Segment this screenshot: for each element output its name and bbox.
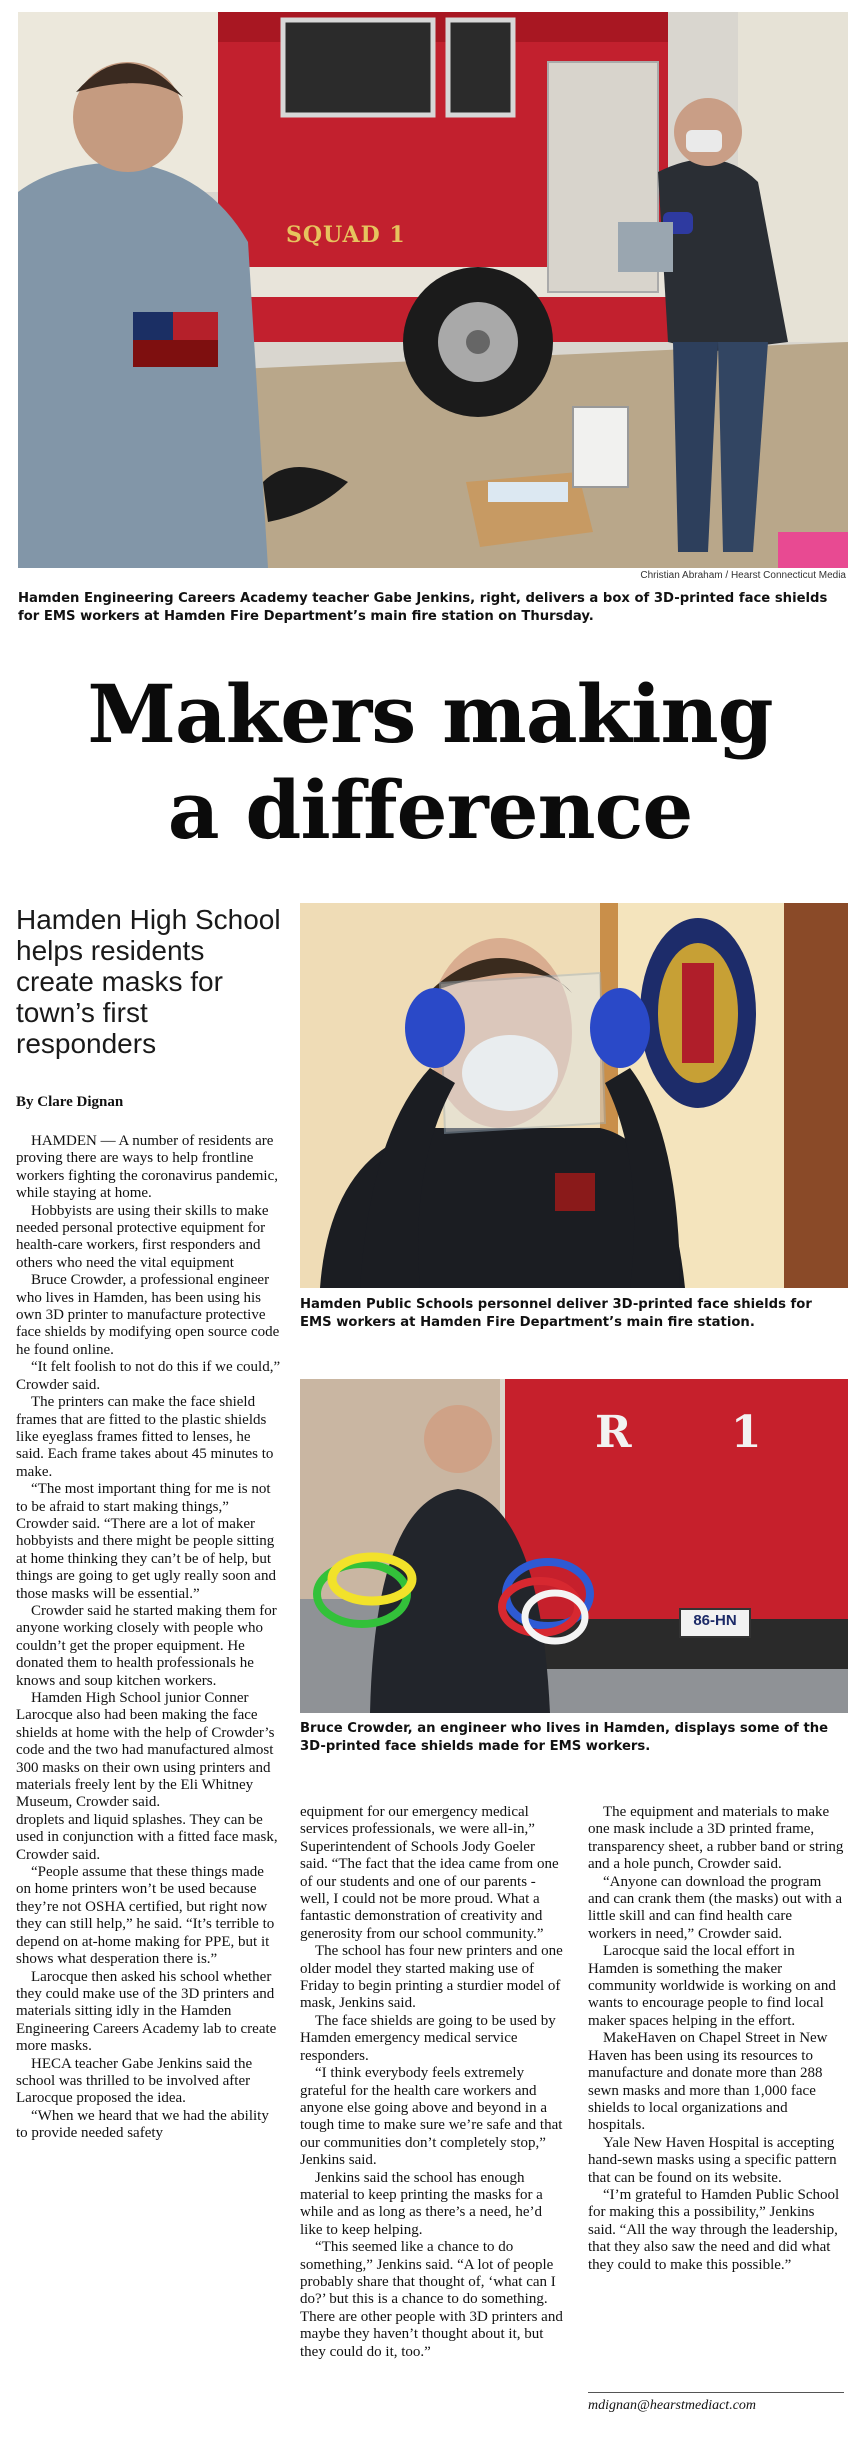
top-photo-caption: Hamden Engineering Careers Academy teacher Gabe Jenkins, right, delivers a box of 3D-printed face shields for EMS workers at Hamden Fire Department’s main fire station on Thursday. [18,591,828,624]
paragraph: “The most important thing for me is not to be afraid to start making things,” Crowder said. “There are a lot of maker hobbyists and there might be people sitting at home thinking they can’t be of help, but things are going to get ugly really soon and those masks will be essential.” [16,1481,276,1602]
top-photo [18,12,848,568]
article-column-2 [300,1804,565,2361]
paragraph: Larocque then asked his school whether they could make use of the 3D printers and materials sitting idly in the Hamden Engineering Careers Academy lab to create more masks. [16,1968,277,2055]
paragraph: The face shields are going to be used by Hamden emergency medical service responders. [300,2012,556,2064]
face-shield-photo-caption: Hamden Public Schools personnel deliver 3D-printed face shields for EMS workers at Hamden Fire Department’s main fire station. [300,1297,812,1330]
paragraph: The printers can make the face shield frames that are fitted to the plastic shields like eyeglass frames fitted to lenses, he said. Each frame takes about 45 minutes to make. [16,1394,274,1480]
paragraph: “This seemed like a chance to do something,” Jenkins said. “A lot of people probably share that thought of, ‘what can I do?’ but this is a chance to do something. There are other people with 3D printers and maybe they haven’t thought about it, but they could do it, too.” [300,2239,563,2360]
subheadline: Hamden High School helps residents create masks for town’s first responders [16,904,281,1059]
paragraph: The equipment and materials to make one mask include a 3D printed frame, transparency sheet, a rubber band or string and a hole punch, Crowder said. [588,1804,844,1873]
paragraph: MakeHaven on Chapel Street in New Haven has been using its resources to manufacture and donate more than 288 sewn masks and more than 1,000 face shields to local organizations and hospitals. [588,2030,828,2134]
paragraph: Hamden High School junior Conner Larocque also had been making the face shields at home with the help of Crowder’s code and the two had manufactured almost 300 masks on their own using printers and materials freely lent by the Eli Whitney Museum, Crowder said. [16,1690,275,1811]
paragraph: “I’m grateful to Hamden Public School for making this a possibility,” Jenkins said. “All the way through the leadership, that they also saw the need and did what they could to make this possible.” [588,2186,840,2273]
article-column-1 [16,1133,281,2143]
truck-r1-label: R 1 [595,1407,804,1458]
headline-line-1: Makers making [87,667,773,761]
face-shield-photo [300,903,848,1288]
paragraph: Yale New Haven Hospital is accepting hand-sewn masks using a specific pattern that can be found on its website. [588,2134,837,2186]
paragraph: Larocque said the local effort in Hamden is something the maker community worldwide is working on and wants to encourage people to find local maker spaces helping in the effort. [588,1943,836,2029]
paragraph: droplets and liquid splashes. They can be used in conjunction with a fitted face mask, Crowder said. [16,1811,278,1863]
paragraph: “When we heard that we had the ability to provide needed safety [16,2107,269,2142]
paragraph: Crowder said he started making them for anyone working closely with people who couldn’t get the proper equipment. He donated them to health professionals he knows and soup kitchen workers. [16,1602,277,1689]
shields-display-photo [300,1379,848,1713]
paragraph: Jenkins said the school has enough material to keep printing the masks for a while and as long as there’s a need, he’d like to keep helping. [300,2169,543,2238]
reporter-email: mdignan@hearstmediact.com [588,2398,757,2413]
truck-label: SQUAD 1 [286,222,406,248]
byline: By Clare Dignan [16,1094,124,1110]
paragraph: “It felt foolish to not do this if we could,” Crowder said. [16,1359,281,1393]
shields-display-photo-caption: Bruce Crowder, an engineer who lives in Hamden, displays some of the 3D-printed face shields made for EMS workers. [300,1721,829,1754]
photo-credit: Christian Abraham / Hearst Connecticut Media [640,570,846,581]
paragraph: “Anyone can download the program and can crank them (the masks) out with a little skill and can find health care workers in need,” Crowder said. [588,1873,843,1942]
paragraph: “People assume that these things made on home printers won’t be used because they’re not OSHA certified, but right now they can still help,” he said. “It’s terrible to depend on at-home making for PPE, but it shows what desperation there is.” [16,1864,275,1968]
license-plate: 86-HN [693,1612,737,1629]
paragraph: Bruce Crowder, a professional engineer who lives in Hamden, has been using his own 3D printer to manufacture protective face shields by modifying open source code he found online. [16,1272,280,1358]
signoff-rule [588,2392,844,2393]
headline-line-2: a difference [167,763,693,857]
paragraph: HAMDEN — A number of residents are proving there are ways to help frontline workers fighting the coronavirus pandemic, while staying at home. [16,1133,279,1202]
article-column-3 [588,1804,844,2274]
paragraph: “I think everybody feels extremely grateful for the health care workers and anyone else going above and beyond in a tough time to make sure we’re safe and that our communities don’t completely stop,” Jenkins said. [300,2065,563,2169]
paragraph: HECA teacher Gabe Jenkins said the school was thrilled to be involved after Larocque proposed the idea. [16,2055,253,2107]
paragraph: Hobbyists are using their skills to make needed personal protective equipment for health-care workers, first responders and others who need the vital equipment [16,1202,269,1271]
paragraph: equipment for our emergency medical services professionals, we were all-in,” Superintendent of Schools Jody Goeler said. “The fact that the idea came from one of our students and one of our parents - well, I could not be more proud. What a fantastic demonstration of creativity and generosity from our school community.” [300,1804,559,1942]
paragraph: The school has four new printers and one older model they started making use of Friday to begin printing a sturdier model of mask, Jenkins said. [300,1943,563,2012]
